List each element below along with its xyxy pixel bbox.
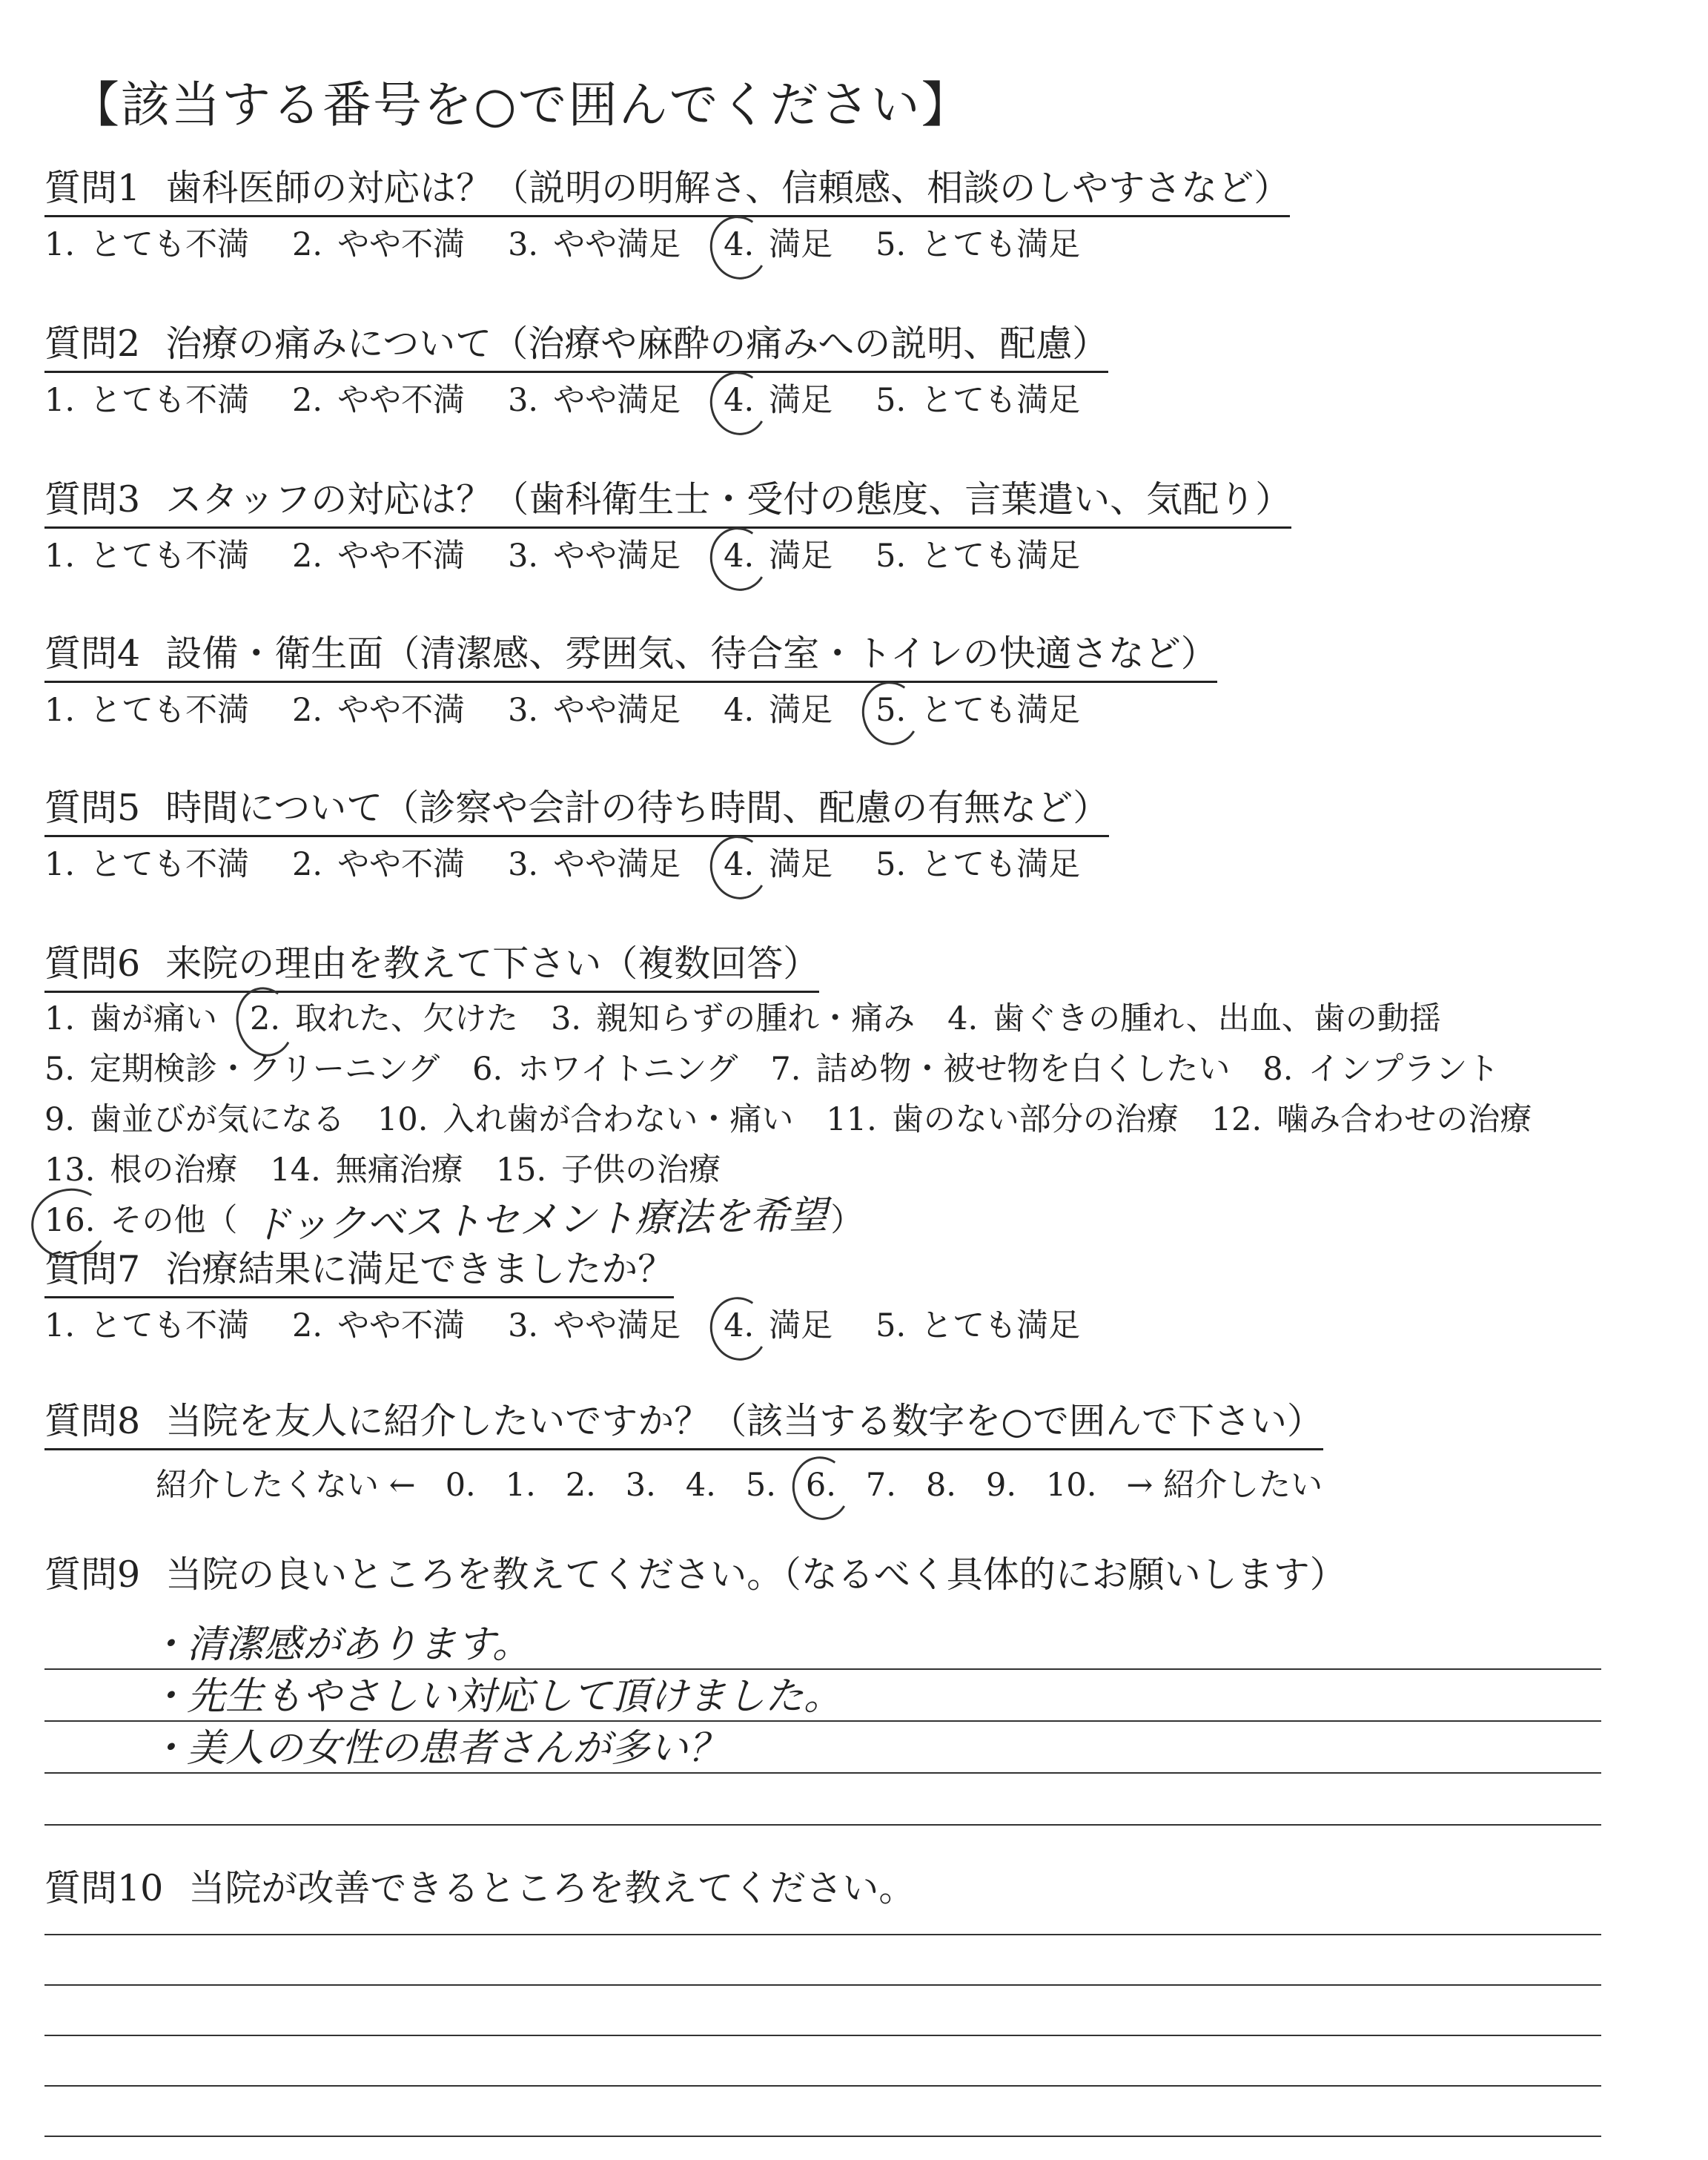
option-number: 12. xyxy=(1211,1101,1262,1138)
question-number: 質問9 xyxy=(44,1553,141,1596)
rating-option-selected[interactable] xyxy=(724,1304,833,1347)
option-label: とても不満 xyxy=(90,692,250,729)
reason-option[interactable] xyxy=(44,994,217,1043)
option-label: とても満足 xyxy=(921,692,1081,729)
question-3 xyxy=(44,476,1291,578)
rating-option[interactable] xyxy=(875,223,1080,266)
question-1 xyxy=(44,165,1290,266)
question-2 xyxy=(44,320,1123,422)
other-handwritten-answer[interactable]: ドックベストセメント療法を希望 xyxy=(251,1193,829,1248)
reason-option[interactable] xyxy=(826,1095,1178,1144)
option-number: 4. xyxy=(947,1000,979,1037)
rating-options xyxy=(44,535,1291,578)
rating-option[interactable] xyxy=(508,843,681,886)
question-title xyxy=(44,1246,674,1298)
option-row xyxy=(44,1095,1564,1144)
reason-option[interactable] xyxy=(44,1095,345,1144)
option-number: 7. xyxy=(770,1051,801,1088)
scale-value[interactable]: 8. xyxy=(925,1467,956,1504)
question-6 xyxy=(44,940,1564,1248)
option-number: 5. xyxy=(875,538,907,575)
option-label: やや不満 xyxy=(337,692,466,729)
option-number: 4. xyxy=(724,843,754,886)
reason-option[interactable] xyxy=(1262,1045,1499,1094)
option-label: やや満足 xyxy=(553,382,681,419)
rating-option-selected[interactable] xyxy=(724,843,833,886)
option-label: 満足 xyxy=(769,692,833,729)
option-label: 満足 xyxy=(769,538,833,575)
option-label: やや不満 xyxy=(337,846,466,883)
option-label: やや不満 xyxy=(337,538,466,575)
option-number: 6. xyxy=(472,1051,503,1088)
option-label: ホワイトニング xyxy=(517,1051,738,1088)
option-number: 3. xyxy=(508,846,539,883)
option-label: 満足 xyxy=(769,226,833,263)
option-label: とても満足 xyxy=(921,226,1081,263)
option-number: 4. xyxy=(724,692,755,729)
reason-option-selected[interactable] xyxy=(250,994,518,1043)
option-number: 1. xyxy=(44,226,76,263)
option-number: 3. xyxy=(508,382,539,419)
question-4 xyxy=(44,630,1217,732)
rating-option[interactable] xyxy=(44,379,249,422)
question-number: 質問7 xyxy=(44,1248,141,1290)
option-number: 5. xyxy=(875,1307,907,1344)
scale-right-label: → 紹介したい xyxy=(1126,1467,1323,1504)
rating-option[interactable] xyxy=(508,223,681,266)
paren-open: （ xyxy=(205,1202,238,1239)
rating-options xyxy=(44,689,1217,732)
option-label: とても満足 xyxy=(921,846,1081,883)
option-number: 3. xyxy=(508,692,539,729)
rating-option[interactable] xyxy=(44,1304,249,1347)
question-7 xyxy=(44,1246,1123,1347)
option-label: とても不満 xyxy=(90,846,250,883)
question-text: 時間について（診察や会計の待ち時間、配慮の有無など） xyxy=(165,787,1110,829)
question-text: 当院が改善できるところを教えてください。 xyxy=(188,1867,916,1909)
answer-line[interactable] xyxy=(44,1934,1601,1935)
option-number: 2. xyxy=(292,226,323,263)
option-number: 16. xyxy=(44,1196,95,1245)
rating-option[interactable] xyxy=(292,223,465,266)
option-number: 3. xyxy=(508,538,539,575)
rating-option[interactable] xyxy=(875,535,1080,578)
question-text: 治療結果に満足できましたか？ xyxy=(165,1248,675,1290)
rating-options xyxy=(44,1304,1123,1347)
scale-value-selected[interactable]: 6. xyxy=(806,1464,836,1507)
option-label: 親知らずの腫れ・痛み xyxy=(596,1000,916,1037)
reason-option[interactable] xyxy=(270,1146,463,1195)
option-number: 5. xyxy=(875,382,907,419)
option-label: とても満足 xyxy=(921,1307,1081,1344)
option-number: 14. xyxy=(270,1152,321,1189)
option-label: とても満足 xyxy=(921,382,1081,419)
reason-option[interactable] xyxy=(1211,1095,1532,1144)
reason-option[interactable] xyxy=(496,1146,721,1195)
option-row xyxy=(44,1045,1564,1094)
option-label: やや満足 xyxy=(553,692,681,729)
option-label: とても満足 xyxy=(921,538,1081,575)
option-label: 噛み合わせの治療 xyxy=(1277,1101,1532,1138)
question-title xyxy=(44,940,819,993)
answer-line[interactable] xyxy=(44,2035,1601,2036)
option-label: 歯のない部分の治療 xyxy=(891,1101,1179,1138)
answer-line[interactable] xyxy=(44,2085,1601,2087)
option-other[interactable] xyxy=(44,1193,863,1248)
option-label: とても不満 xyxy=(90,1307,250,1344)
answer-line[interactable]: ・先生もやさしい対応して頂けました。 xyxy=(44,1674,1601,1722)
option-number: 8. xyxy=(1262,1051,1294,1088)
reason-option[interactable] xyxy=(947,994,1441,1043)
option-label: 無痛治療 xyxy=(335,1152,463,1189)
option-label: 満足 xyxy=(769,846,833,883)
question-number: 質問1 xyxy=(44,167,141,209)
option-number: 5. xyxy=(875,689,906,732)
rating-option[interactable] xyxy=(292,689,465,732)
question-number: 質問2 xyxy=(44,323,141,365)
option-label: 歯並びが気になる xyxy=(90,1101,345,1138)
option-number: 1. xyxy=(44,1307,76,1344)
question-text: 来院の理由を教えて下さい（複数回答） xyxy=(165,942,820,985)
scale-value[interactable]: 2. xyxy=(565,1467,596,1504)
rating-option[interactable] xyxy=(508,535,681,578)
scale-value[interactable]: 9. xyxy=(985,1467,1017,1504)
rating-option[interactable] xyxy=(44,535,249,578)
reason-option[interactable] xyxy=(770,1045,1230,1094)
rating-options xyxy=(44,223,1290,266)
rating-option[interactable] xyxy=(508,1304,681,1347)
option-label: 根の治療 xyxy=(110,1152,238,1189)
option-label: とても不満 xyxy=(90,382,250,419)
reason-option[interactable] xyxy=(551,994,915,1043)
option-label: 歯が痛い xyxy=(90,1000,218,1037)
option-number: 1. xyxy=(44,1000,76,1037)
question-title xyxy=(44,165,1290,217)
question-10 xyxy=(44,1865,915,1912)
answer-line[interactable]: ・美人の女性の患者さんが多い？ xyxy=(44,1726,1601,1774)
scale-value[interactable]: 4. xyxy=(685,1467,716,1504)
question-text: 設備・衛生面（清潔感、雰囲気、待合室・トイレの快適さなど） xyxy=(165,633,1217,675)
question-number: 質問10 xyxy=(44,1867,164,1909)
rating-option[interactable] xyxy=(724,689,833,732)
rating-option[interactable] xyxy=(292,843,465,886)
option-number: 2. xyxy=(292,1307,323,1344)
option-row xyxy=(44,1193,1564,1248)
reason-option[interactable] xyxy=(377,1095,793,1144)
scale-value[interactable]: 10. xyxy=(1046,1467,1097,1504)
rating-option[interactable] xyxy=(292,535,465,578)
rating-option[interactable] xyxy=(44,223,249,266)
option-number: 2. xyxy=(292,382,323,419)
answer-line[interactable] xyxy=(44,1984,1601,1986)
option-label: やや満足 xyxy=(553,1307,681,1344)
question-8 xyxy=(44,1398,1352,1507)
scale-value[interactable]: 3. xyxy=(625,1467,656,1504)
option-number: 2. xyxy=(292,692,323,729)
option-number: 11. xyxy=(826,1101,877,1138)
rating-option-selected[interactable] xyxy=(724,223,833,266)
rating-option[interactable] xyxy=(44,689,249,732)
option-number: 1. xyxy=(44,692,76,729)
option-label: 入れ歯が合わない・痛い xyxy=(443,1101,794,1138)
option-number: 4. xyxy=(724,535,754,578)
question-text: 治療の痛みについて（治療や麻酔の痛みへの説明、配慮） xyxy=(165,323,1109,365)
reason-option[interactable] xyxy=(44,1146,237,1195)
option-label: 歯ぐきの腫れ、出血、歯の動揺 xyxy=(993,1000,1441,1037)
paren-close: ） xyxy=(830,1202,863,1239)
answer-line[interactable]: ・清潔感があります。 xyxy=(44,1622,1601,1670)
option-number: 5. xyxy=(875,226,907,263)
rating-option[interactable] xyxy=(292,1304,465,1347)
option-label: その他 xyxy=(110,1202,206,1239)
question-5 xyxy=(44,785,1123,886)
question-title xyxy=(44,630,1217,683)
question-title xyxy=(44,476,1291,529)
question-number: 質問8 xyxy=(44,1400,141,1442)
scale-value[interactable]: 5. xyxy=(745,1467,776,1504)
rating-option[interactable] xyxy=(875,1304,1080,1347)
option-number: 2. xyxy=(292,846,323,883)
rating-options xyxy=(44,379,1123,422)
rating-option[interactable] xyxy=(875,379,1080,422)
option-label: 定期検診・クリーニング xyxy=(90,1051,440,1088)
option-label: とても不満 xyxy=(90,226,250,263)
question-9 xyxy=(44,1551,1346,1599)
option-number: 15. xyxy=(495,1152,547,1189)
option-number: 13. xyxy=(44,1152,96,1189)
option-number: 1. xyxy=(44,538,76,575)
option-number: 2. xyxy=(250,994,280,1043)
option-label: やや不満 xyxy=(337,226,466,263)
rating-option[interactable] xyxy=(508,379,681,422)
form-header: 【該当する番号を○で囲んでください】 xyxy=(70,76,972,133)
option-label: 満足 xyxy=(769,1307,833,1344)
option-label: やや不満 xyxy=(337,382,466,419)
option-row xyxy=(44,994,1564,1043)
question-title xyxy=(44,785,1109,837)
rating-option[interactable] xyxy=(44,843,249,886)
question-text: スタッフの対応は？（歯科衛生士・受付の態度、言葉遣い、気配り） xyxy=(165,478,1292,521)
question-text: 歯科医師の対応は？（説明の明解さ、信頼感、相談のしやすさなど） xyxy=(165,167,1291,209)
option-label: とても不満 xyxy=(90,538,250,575)
option-number: 4. xyxy=(724,379,754,422)
option-number: 3. xyxy=(551,1000,582,1037)
option-number: 4. xyxy=(724,223,754,266)
question-title xyxy=(44,1398,1323,1450)
question-number: 質問5 xyxy=(44,787,141,829)
scale-left-label: 紹介したくない ← xyxy=(156,1467,416,1504)
rating-option-selected[interactable] xyxy=(724,535,833,578)
question-number: 質問3 xyxy=(44,478,141,521)
option-number: 9. xyxy=(44,1101,76,1138)
option-number: 5. xyxy=(44,1051,76,1088)
reason-option[interactable] xyxy=(44,1045,440,1094)
question-number: 質問6 xyxy=(44,942,141,985)
option-label: 詰め物・被せ物を白くしたい xyxy=(815,1051,1231,1088)
rating-option[interactable] xyxy=(508,689,681,732)
option-label: やや不満 xyxy=(337,1307,466,1344)
answer-line[interactable] xyxy=(44,2136,1601,2137)
option-row xyxy=(44,1146,1564,1195)
option-label: 取れた、欠けた xyxy=(295,1000,519,1037)
rating-option[interactable] xyxy=(875,843,1080,886)
option-number: 1. xyxy=(44,846,76,883)
option-number: 10. xyxy=(377,1101,428,1138)
rating-options xyxy=(44,843,1123,886)
rating-option-selected[interactable] xyxy=(724,379,833,422)
scale-value[interactable]: 1. xyxy=(505,1467,536,1504)
option-label: やや満足 xyxy=(553,538,681,575)
rating-option-selected[interactable] xyxy=(875,689,1080,732)
recommend-scale xyxy=(156,1464,1352,1507)
question-text: 当院の良いところを教えてください。（なるべく具体的にお願いします） xyxy=(165,1553,1346,1596)
scale-value[interactable]: 7. xyxy=(865,1467,896,1504)
option-label: 満足 xyxy=(769,382,833,419)
option-label: 子供の治療 xyxy=(561,1152,721,1189)
question-title xyxy=(44,320,1108,373)
scale-value[interactable]: 0. xyxy=(445,1467,476,1504)
option-label: インプラント xyxy=(1308,1051,1500,1088)
question-text: 当院を友人に紹介したいですか？（該当する数字を○で囲んで下さい） xyxy=(165,1400,1323,1442)
answer-line[interactable] xyxy=(44,1778,1601,1826)
rating-option[interactable] xyxy=(292,379,465,422)
option-number: 3. xyxy=(508,1307,539,1344)
option-label: やや満足 xyxy=(553,846,681,883)
question-number: 質問4 xyxy=(44,633,141,675)
option-number: 5. xyxy=(875,846,907,883)
option-number: 4. xyxy=(724,1304,754,1347)
option-number: 3. xyxy=(508,226,539,263)
option-label: やや満足 xyxy=(553,226,681,263)
option-number: 1. xyxy=(44,382,76,419)
option-number: 2. xyxy=(292,538,323,575)
reason-option[interactable] xyxy=(472,1045,738,1094)
